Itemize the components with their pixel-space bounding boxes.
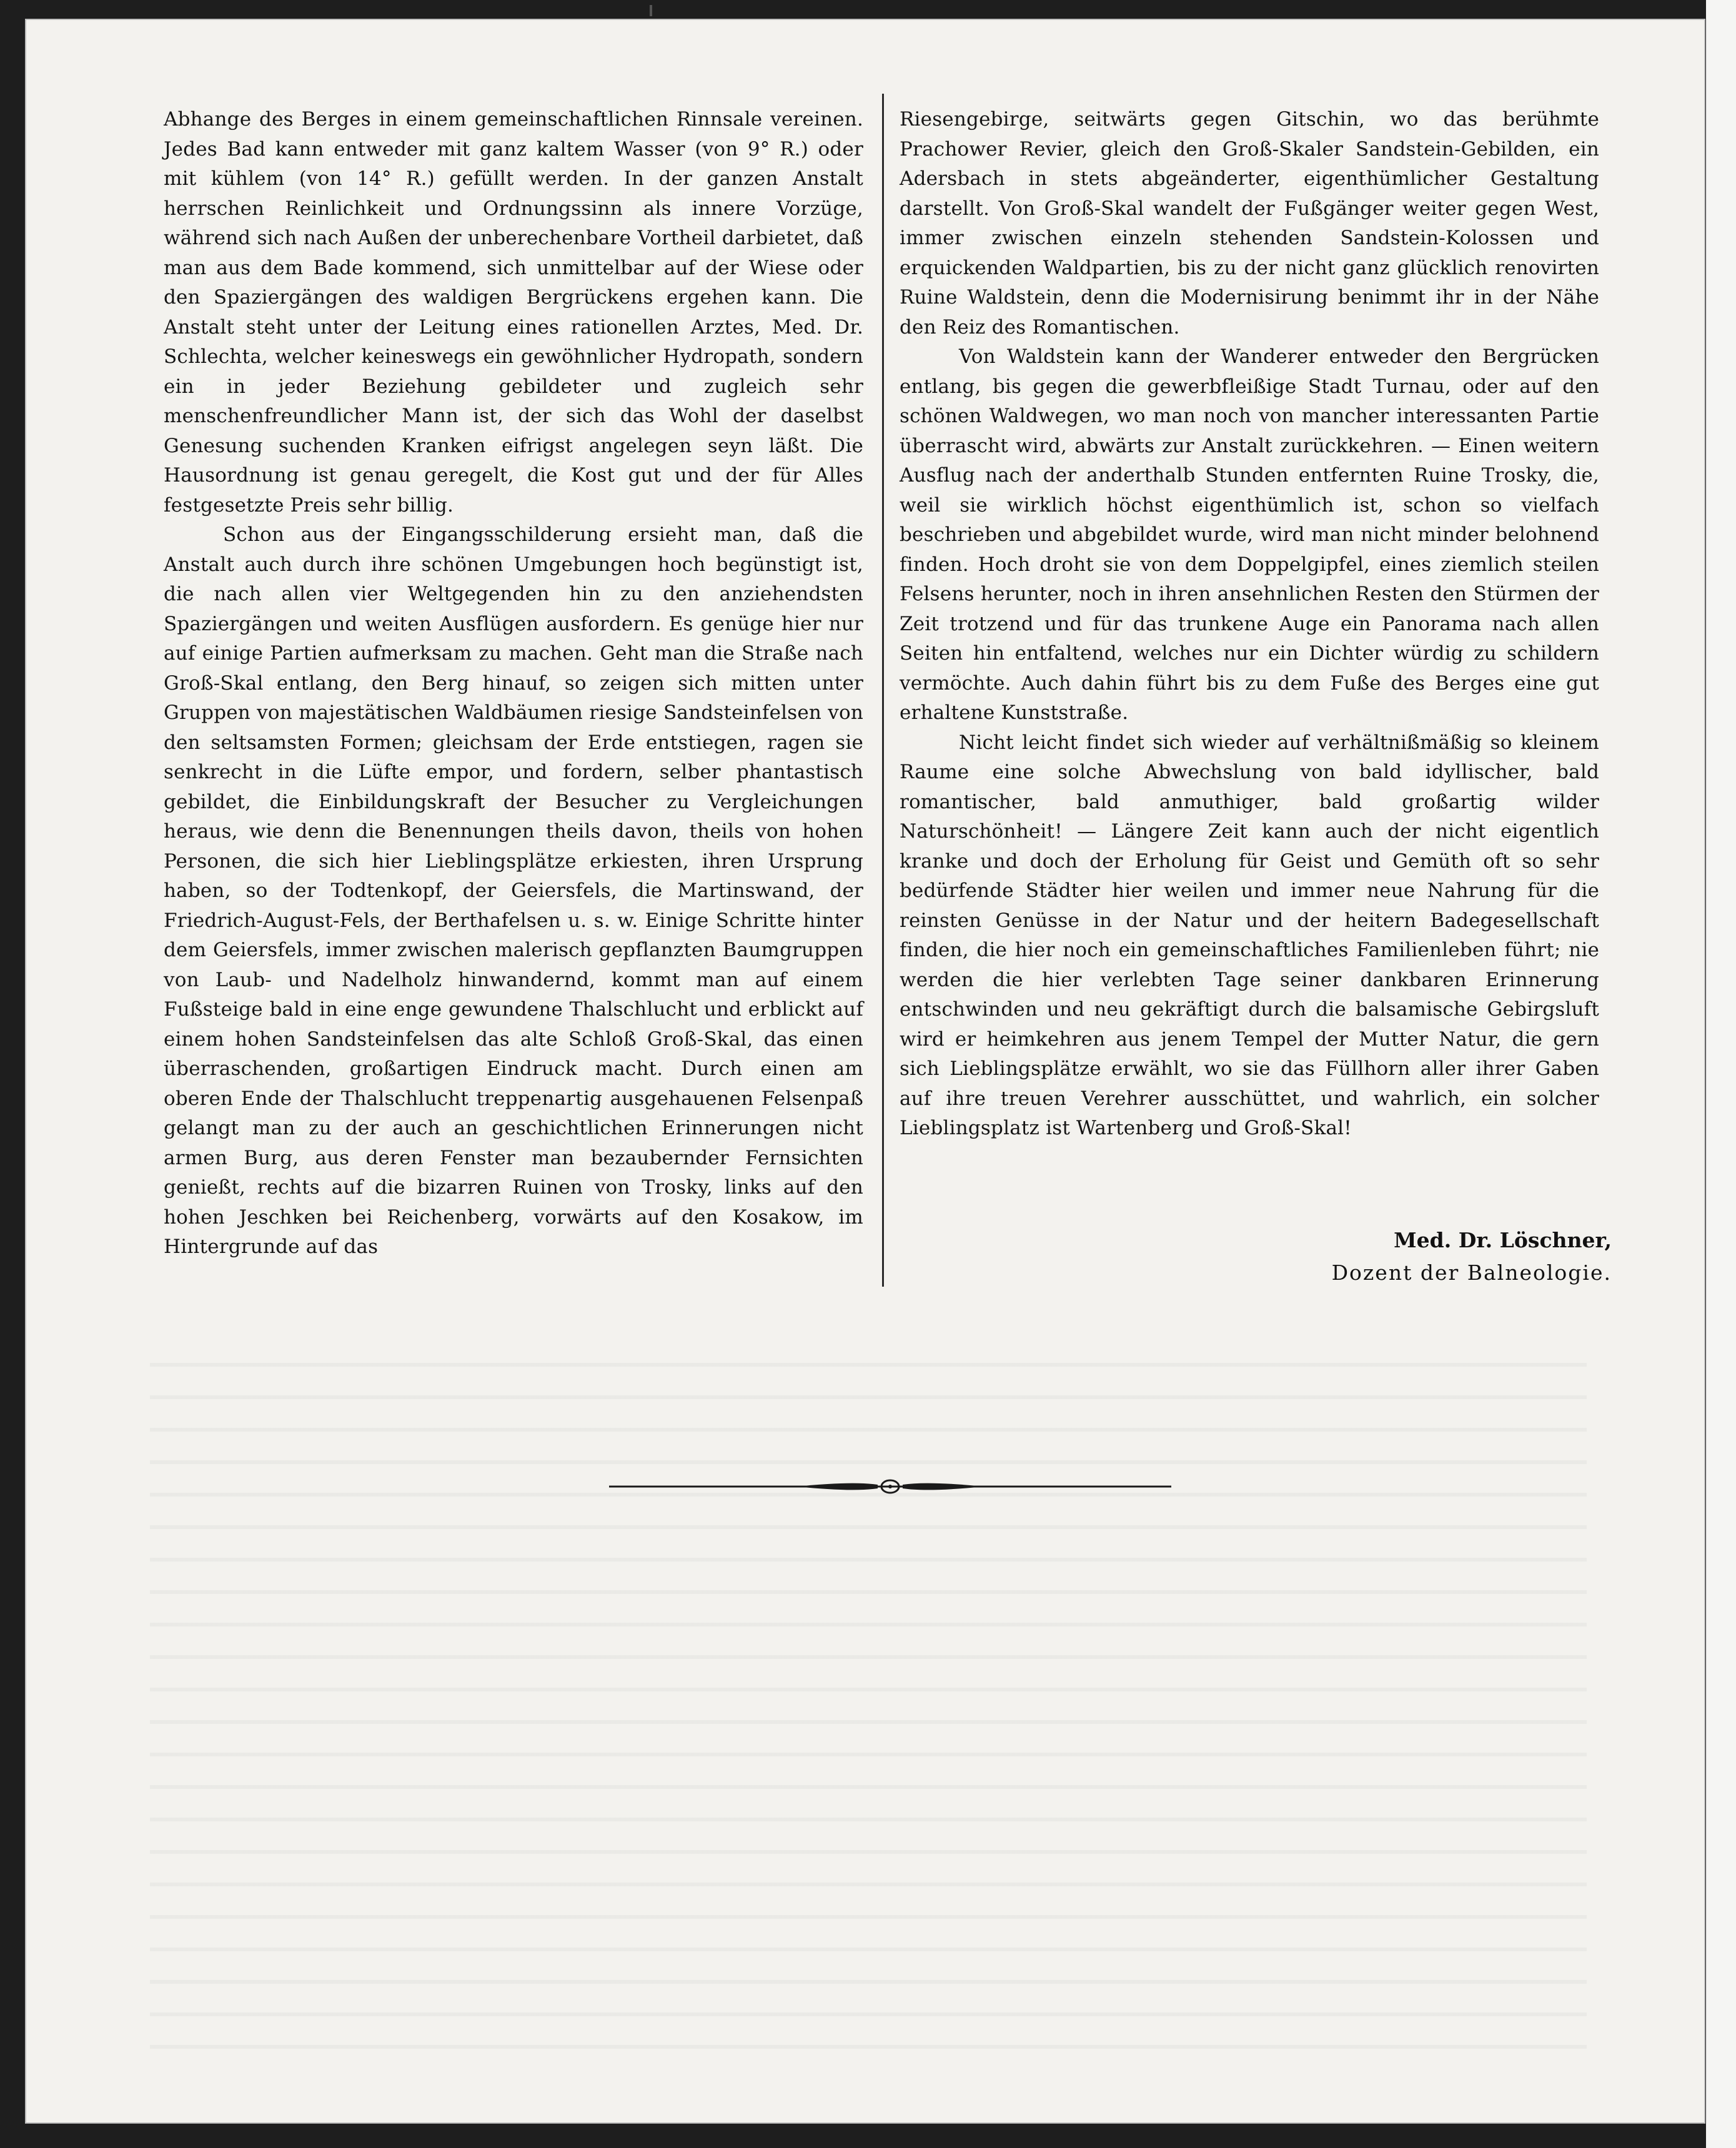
paragraph: Von Waldstein kann der Wanderer entweder den Bergrücken entlang, bis gegen die gewerbfleißige Stadt Turnau, oder auf den schönen Waldwegen, wo man noch von mancher interessanten Partie überrascht wird, abwärts zur Anstalt zurückkehren. — Einen weitern Ausflug nach der anderthalb Stunden entfernten Ruine Trosky, die, weil sie wirklich höchst eigenthümlich ist, schon so vielfach beschrieben und abgebildet wurde, wird man nicht minder belohnend finden. Hoch droht sie von dem Doppelgipfel, eines ziemlich steilen Felsens herunter, noch in ihren ansehnlichen Resten den Stürmen der Zeit trotzend und für das trunkene Auge ein Panorama nach allen Seiten hin entfaltend, welches nur ein Dichter würdig zu schildern vermöchte. Auch dahin führt bis zu dem Fuße des Berges eine gut erhaltene Kunststraße.	[900, 345, 1599, 724]
left-text-column	[164, 105, 863, 1262]
scan-mark	[650, 5, 652, 16]
paragraph: Riesengebirge, seitwärts gegen Gitschin, wo das berühmte Prachower Revier, gleich den Groß-Skaler Sandstein-Gebilden, ein Adersbach in stets abgeänderter, eigenthümlicher Gestaltung darstellt. Von Groß-Skal wandelt der Fußgänger weiter gegen West, immer zwischen einzeln stehenden Sandstein-Kolossen und erquickenden Waldpartien, bis zu der nicht ganz glücklich renovirten Ruine Waldstein, denn die Modernisirung benimmt ihr in der Nähe den Reiz des Romantischen.	[900, 108, 1599, 339]
author-signature	[1187, 1224, 1612, 1289]
paragraph: Nicht leicht findet sich wieder auf verhältnißmäßig so kleinem Raume eine solche Abwechslung von bald idyllischer, bald romantischer, bald anmuthiger, bald großartig wilder Naturschönheit! — Längere Zeit kann auch der nicht eigentlich kranke und doch der Erholung für Geist und Gemüth oft so sehr bedürfende Städter hier weilen und immer neue Nahrung für die reinsten Genüsse in der Natur und der heitern Badegesellschaft finden, die hier noch ein gemeinschaftliches Familienleben führt; nie werden die hier verlebten Tage seiner dankbaren Erinnerung entschwinden und neu gekräftigt durch die balsamische Gebirgsluft wird er heimkehren aus jenem Tempel der Mutter Natur, die gern sich Lieblingsplätze erwählt, wo sie das Füllhorn aller ihrer Gaben auf ihre treuen Verehrer ausschüttet, und wahrlich, ein solcher Lieblingsplatz ist Wartenberg und Groß-Skal!	[900, 731, 1599, 1139]
right-text-column	[900, 105, 1599, 1144]
author-name: Med. Dr. Löschner,	[1394, 1228, 1612, 1252]
page-edge	[1706, 0, 1736, 2148]
author-title: Dozent der Balneologie.	[1331, 1260, 1612, 1285]
ornamental-divider	[609, 1477, 1171, 1496]
paragraph: Abhange des Berges in einem gemeinschaftlichen Rinnsale vereinen. Jedes Bad kann entweder mit ganz kaltem Wasser (von 9° R.) oder mit kühlem (von 14° R.) gefüllt werden. In der ganzen Anstalt herrschen Reinlichkeit und Ordnungssinn als innere Vorzüge, während sich nach Außen der unberechenbare Vortheil darbietet, daß man aus dem Bade kommend, sich unmittelbar auf der Wiese oder den Spaziergängen des waldigen Bergrückens ergehen kann. Die Anstalt steht unter der Leitung eines rationellen Arztes, Med. Dr. Schlechta, welcher keineswegs ein gewöhnlicher Hydropath, sondern ein in jeder Beziehung gebildeter und zugleich sehr menschenfreundlicher Mann ist, der sich das Wohl der daselbst Genesung suchenden Kranken eifrigst angelegen seyn läßt. Die Hausordnung ist genau geregelt, die Kost gut und der für Alles festgesetzte Preis sehr billig.	[164, 108, 863, 517]
column-divider	[882, 94, 884, 1287]
paragraph: Schon aus der Eingangsschilderung ersieht man, daß die Anstalt auch durch ihre schönen Umgebungen hoch begünstigt ist, die nach allen vier Weltgegenden hin zu den anziehendsten Spaziergängen und weiten Ausflügen ausfordern. Es genüge hier nur auf einige Partien aufmerksam zu machen. Geht man die Straße nach Groß-Skal entlang, den Berg hinauf, so zeigen sich mitten unter Gruppen von majestätischen Waldbäumen riesige Sandsteinfelsen von den seltsamsten Formen; gleichsam der Erde entstiegen, ragen sie senkrecht in die Lüfte empor, und fordern, selber phantastisch gebildet, die Einbildungskraft der Besucher zu Vergleichungen heraus, wie denn die Benennungen theils davon, theils von hohen Personen, die sich hier Lieblingsplätze erkiesten, ihren Ursprung haben, so der Todtenkopf, der Geiersfels, die Martinswand, der Friedrich-August-Fels, der Berthafelsen u. s. w. Einige Schritte hinter dem Geiersfels, immer zwischen malerisch gepflanzten Baumgruppen von Laub- und Nadelholz hinwandernd, kommt man auf einem Fußsteige bald in eine enge gewundene Thalschlucht und erblickt auf einem hohen Sandsteinfelsen das alte Schloß Groß-Skal, das einen überraschenden, großartigen Eindruck macht. Durch einen am oberen Ende der Thalschlucht treppenartig ausgehauenen Felsenpaß gelangt man zu der auch an geschichtlichen Erinnerungen nicht armen Burg, aus deren Fenster man bezaubernder Fernsichten genießt, rechts auf die bizarren Ruinen von Trosky, links auf den hohen Jeschken bei Reichenberg, vorwärts auf den Kosakow, im Hintergrunde auf das	[164, 523, 863, 1258]
